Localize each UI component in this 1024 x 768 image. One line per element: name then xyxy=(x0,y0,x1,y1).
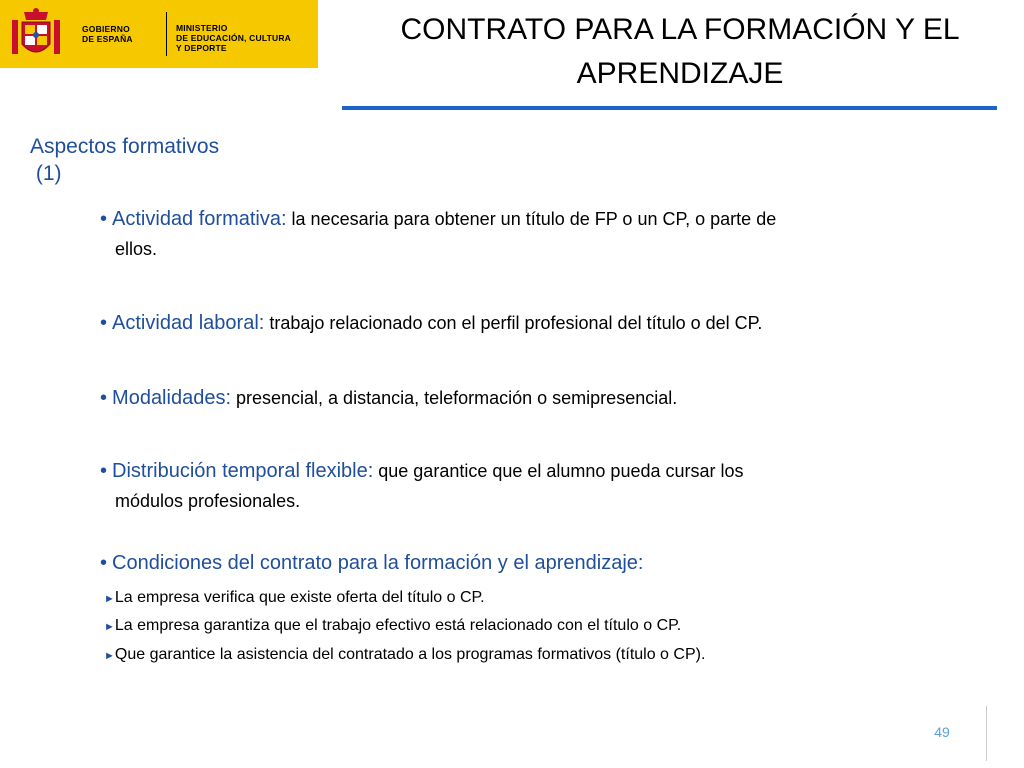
slide-title: CONTRATO PARA LA FORMACIÓN Y EL APRENDIZAJE xyxy=(400,13,960,90)
government-label: GOBIERNO DE ESPAÑA xyxy=(82,24,133,44)
bullet-lead: Modalidades: xyxy=(112,387,231,409)
bullet-marker: • xyxy=(100,460,108,482)
arrow-right-icon: ► xyxy=(104,621,115,633)
arrow-right-icon: ► xyxy=(104,593,115,605)
bullet-continuation: ellos. xyxy=(115,239,158,259)
bullet-actividad-laboral xyxy=(100,308,980,338)
bullet-text: presencial, a distancia, teleformación o semipresencial. xyxy=(231,388,678,408)
bullet-marker: • xyxy=(100,552,108,574)
condition-text: La empresa garantiza que el trabajo efectivo está relacionado con el título o CP. xyxy=(114,617,682,634)
condition-item xyxy=(104,587,485,610)
page-number: 49 xyxy=(934,724,950,740)
condition-text: La empresa verifica que existe oferta del título o CP. xyxy=(114,589,485,606)
bullet-distribucion-temporal xyxy=(100,456,980,516)
bullet-lead: Actividad formativa: xyxy=(112,208,287,230)
arrow-right-icon: ► xyxy=(104,650,115,662)
bullet-lead: Distribución temporal flexible: xyxy=(112,460,374,482)
title-underline xyxy=(342,106,997,110)
bullet-marker: • xyxy=(100,387,108,409)
condition-item xyxy=(104,615,681,638)
bullet-marker: • xyxy=(100,312,108,334)
bullet-actividad-formativa xyxy=(100,204,980,264)
logo-divider xyxy=(166,12,167,56)
page-number-divider xyxy=(986,706,987,761)
coat-of-arms-icon xyxy=(8,6,64,62)
condition-item xyxy=(104,644,705,667)
bullet-lead: Actividad laboral: xyxy=(112,312,265,334)
condition-text: Que garantice la asistencia del contratado a los programas formativos (título o CP). xyxy=(114,646,706,663)
bullet-text: la necesaria para obtener un título de FP o un CP, o parte de xyxy=(286,209,777,229)
bullet-lead: Condiciones del contrato para la formación y el aprendizaje: xyxy=(112,552,644,574)
ministry-label: MINISTERIO DE EDUCACIÓN, CULTURA Y DEPORTE xyxy=(176,23,292,53)
bullet-marker: • xyxy=(100,208,108,230)
bullet-text: que garantice que el alumno pueda cursar los xyxy=(373,461,744,481)
bullet-modalidades xyxy=(100,383,980,413)
ministry-logo xyxy=(0,0,318,68)
bullet-text: trabajo relacionado con el perfil profesional del título o del CP. xyxy=(264,313,763,333)
section-heading: Aspectos formativos (1) xyxy=(30,135,220,185)
bullet-continuation: módulos profesionales. xyxy=(115,491,301,511)
bullet-condiciones xyxy=(100,548,980,578)
